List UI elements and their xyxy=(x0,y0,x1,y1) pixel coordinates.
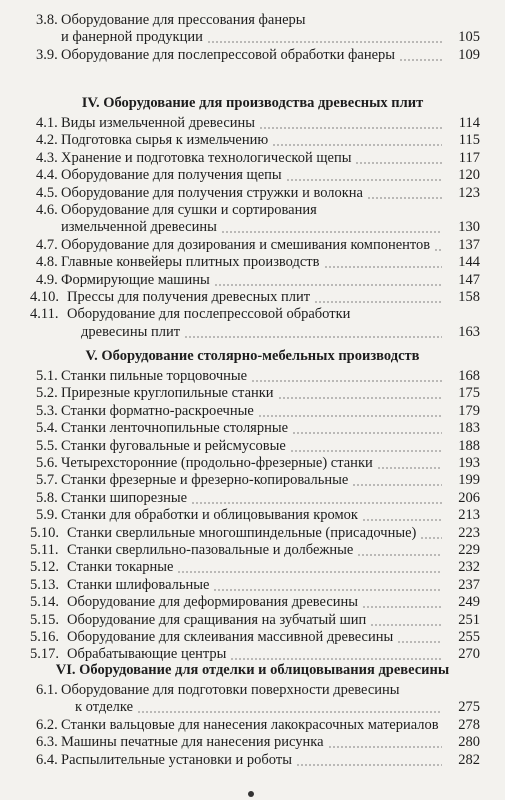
entry-title: Хранение и подготовка технологической щепы xyxy=(61,149,352,166)
leader-dots xyxy=(286,179,442,181)
page-number: 199 xyxy=(458,472,480,489)
entry-number: 5.15. xyxy=(30,611,59,628)
leader-dots xyxy=(191,502,442,504)
entry-title: Прирезные круглопильные станки xyxy=(61,385,274,402)
entry-number: 6.2. xyxy=(36,716,58,733)
entry-title: Станки вальцовые для нанесения лакокрасочных материалов xyxy=(61,716,439,733)
entry-title: Распылительные установки и роботы xyxy=(61,751,292,768)
toc-entry[interactable] xyxy=(0,438,505,455)
page-number: 117 xyxy=(458,149,480,166)
entry-number: 5.6. xyxy=(36,455,58,471)
entry-title: Машины печатные для нанесения рисунка xyxy=(61,734,324,751)
entry-number: 5.2. xyxy=(36,385,58,402)
leader-dots xyxy=(213,589,442,591)
entry-title: и фанерной продукции xyxy=(61,29,203,46)
leader-dots xyxy=(296,764,442,766)
toc-entry[interactable] xyxy=(0,254,505,271)
entry-number: 4.7. xyxy=(36,236,58,253)
entry-title: Оборудование для подготовки поверхности древесины xyxy=(61,682,400,698)
leader-dots xyxy=(259,127,442,129)
leader-dots xyxy=(290,450,442,452)
entry-number: 6.4. xyxy=(36,751,58,768)
page-number: 229 xyxy=(458,542,480,558)
entry-number: 5.7. xyxy=(36,472,58,489)
entry-title: Формирующие машины xyxy=(61,271,210,288)
entry-title: Станки сверлильно-пазовальные и долбежные xyxy=(67,542,354,558)
leader-dots xyxy=(328,746,442,748)
toc-entry[interactable] xyxy=(0,237,505,254)
entry-number: 4.5. xyxy=(36,184,58,201)
page-number: 123 xyxy=(458,184,480,201)
entry-title: Оборудование для деформирования древесины xyxy=(67,594,359,611)
entry-number: 5.10. xyxy=(30,524,59,541)
entry-title: Оборудование для послепрессовой обработки фанеры xyxy=(61,46,396,63)
leader-dots xyxy=(230,658,442,660)
page-number: 183 xyxy=(458,420,480,437)
entry-title: Виды измельченной древесины xyxy=(61,115,256,131)
entry-title: измельченной древесины xyxy=(61,219,217,236)
entry-title: Станки фуговальные и рейсмусовые xyxy=(61,437,286,454)
toc-entry[interactable] xyxy=(0,490,505,507)
toc-entry-continuation[interactable] xyxy=(0,29,505,46)
toc-entry[interactable] xyxy=(0,542,505,559)
page-number: 105 xyxy=(458,29,480,46)
leader-dots xyxy=(397,641,442,643)
toc-entry[interactable] xyxy=(0,472,505,489)
leader-dots xyxy=(272,144,442,146)
entry-title: Главные конвейеры плитных производств xyxy=(61,254,320,271)
entry-number: 4.2. xyxy=(36,132,58,149)
toc-entry[interactable] xyxy=(0,646,505,663)
leader-dots xyxy=(362,606,442,608)
toc-entry[interactable] xyxy=(0,612,505,629)
page-number-mark xyxy=(248,791,254,797)
toc-entry[interactable] xyxy=(0,455,505,472)
toc-entry[interactable] xyxy=(0,385,505,402)
toc-entry[interactable] xyxy=(0,629,505,646)
page-number: 120 xyxy=(458,167,480,184)
leader-dots xyxy=(184,336,442,338)
leader-dots xyxy=(352,484,442,486)
entry-number: 5.3. xyxy=(36,402,58,419)
toc-entry[interactable] xyxy=(0,12,505,29)
page-number: 175 xyxy=(458,385,480,402)
toc-entry[interactable] xyxy=(0,272,505,289)
leader-dots xyxy=(420,537,442,539)
toc-entry[interactable] xyxy=(0,682,505,699)
entry-number: 5.4. xyxy=(36,420,58,437)
toc-entry[interactable] xyxy=(0,559,505,576)
entry-title: Станки ленточнопильные столярные xyxy=(61,420,289,437)
entry-number: 5.11. xyxy=(30,542,59,558)
page-number: 213 xyxy=(458,507,480,524)
page-number: 270 xyxy=(458,646,480,663)
leader-dots xyxy=(214,284,442,286)
leader-dots xyxy=(377,467,442,469)
toc-entry-continuation[interactable] xyxy=(0,699,505,716)
page-number: 188 xyxy=(458,437,480,454)
leader-dots xyxy=(355,162,442,164)
entry-number: 6.1. xyxy=(36,682,58,698)
toc-entry[interactable] xyxy=(0,150,505,167)
entry-title: Оборудование для получения стружки и волокна xyxy=(61,184,363,201)
toc-entry[interactable] xyxy=(0,289,505,306)
toc-entry[interactable] xyxy=(0,403,505,420)
page-number: 255 xyxy=(458,629,480,645)
section-title: VI. Оборудование для отделки и облицовывания древесины xyxy=(55,662,450,678)
entry-title: Подготовка сырья к измельчению xyxy=(61,132,269,149)
entry-title: Прессы для получения древесных плит xyxy=(67,289,311,305)
page-number: 282 xyxy=(458,751,480,768)
entry-title: Станки сверлильные многошпиндельные (присадочные) xyxy=(67,524,417,541)
entry-number: 5.14. xyxy=(30,594,59,611)
entry-title: Оборудование для прессования фанеры xyxy=(61,12,306,28)
page-number: 237 xyxy=(458,576,480,593)
entry-number: 3.9. xyxy=(36,46,58,63)
leader-dots xyxy=(314,301,442,303)
leader-dots xyxy=(251,380,442,382)
toc-entry[interactable] xyxy=(0,115,505,132)
page-number: 144 xyxy=(458,254,480,271)
page-number: 280 xyxy=(458,734,480,751)
entry-title: Станки пильные торцовочные xyxy=(61,368,248,384)
leader-dots xyxy=(434,249,442,251)
page-number: 130 xyxy=(458,219,480,236)
page-number: 206 xyxy=(458,489,480,506)
toc-entry-continuation[interactable] xyxy=(0,324,505,341)
toc-entry[interactable] xyxy=(0,734,505,751)
page-number: 137 xyxy=(458,236,480,253)
leader-dots xyxy=(221,231,442,233)
entry-title: Оборудование для склеивания массивной древесины xyxy=(67,629,394,645)
page-number: 193 xyxy=(458,455,480,471)
entry-title: Станки шипорезные xyxy=(61,489,188,506)
section-title: IV. Оборудование для производства древесных плит xyxy=(81,95,424,111)
entry-title: Станки для обработки и облицовывания кромок xyxy=(61,507,358,524)
page-number: 147 xyxy=(458,271,480,288)
entry-title: Четырехсторонние (продольно-фрезерные) станки xyxy=(61,455,373,471)
section-title: V. Оборудование столярно-мебельных производств xyxy=(85,348,420,364)
toc-entry[interactable] xyxy=(0,306,505,323)
leader-dots xyxy=(324,266,443,268)
entry-number: 4.1. xyxy=(36,115,58,131)
page-number: 168 xyxy=(458,368,480,384)
entry-number: 4.3. xyxy=(36,149,58,166)
entry-title: Оборудование для дозирования и смешивания компонентов xyxy=(61,236,431,253)
entry-number: 4.11. xyxy=(30,306,59,323)
leader-dots xyxy=(399,59,442,61)
entry-title: Оборудование для послепрессовой обработки xyxy=(67,306,351,323)
leader-dots xyxy=(357,554,442,556)
leader-dots xyxy=(278,397,442,399)
entry-title: Оборудование для сушки и сортирования xyxy=(61,202,317,218)
entry-number: 5.5. xyxy=(36,437,58,454)
page-number: 163 xyxy=(458,323,480,340)
page-number: 232 xyxy=(458,559,480,576)
page-number: 275 xyxy=(458,699,480,716)
entry-number: 5.13. xyxy=(30,576,59,593)
entry-number: 4.10. xyxy=(30,289,59,305)
entry-number: 4.8. xyxy=(36,254,58,271)
leader-dots xyxy=(292,432,442,434)
leader-dots xyxy=(367,197,442,199)
toc-entry[interactable] xyxy=(0,717,505,734)
page-number: 158 xyxy=(458,289,480,305)
entry-number: 5.8. xyxy=(36,489,58,506)
entry-title: Оборудование для сращивания на зубчатый шип xyxy=(67,611,367,628)
entry-title: Станки фрезерные и фрезерно-копировальные xyxy=(61,472,349,489)
entry-title: Обрабатывающие центры xyxy=(67,646,227,663)
toc-entry[interactable] xyxy=(0,577,505,594)
leader-dots xyxy=(370,624,442,626)
entry-title: Оборудование для получения щепы xyxy=(61,167,282,184)
toc-entry[interactable] xyxy=(0,594,505,611)
entry-title: Станки шлифовальные xyxy=(67,576,210,593)
page-number: 109 xyxy=(458,46,480,63)
leader-dots xyxy=(177,571,442,573)
page-number: 179 xyxy=(458,402,480,419)
toc-entry[interactable] xyxy=(0,167,505,184)
leader-dots xyxy=(137,711,442,713)
entry-number: 5.17. xyxy=(30,646,59,663)
entry-number: 5.16. xyxy=(30,629,59,645)
entry-title: Станки форматно-раскроечные xyxy=(61,402,254,419)
entry-number: 3.8. xyxy=(36,12,58,28)
toc-entry[interactable] xyxy=(0,132,505,149)
entry-number: 5.9. xyxy=(36,507,58,524)
entry-title: Станки токарные xyxy=(67,559,174,576)
entry-number: 5.12. xyxy=(30,559,59,576)
toc-entry[interactable] xyxy=(0,202,505,219)
toc-entry[interactable] xyxy=(0,420,505,437)
page-number: 251 xyxy=(458,611,480,628)
toc-entry[interactable] xyxy=(0,525,505,542)
toc-entry[interactable] xyxy=(0,507,505,524)
entry-title: к отделке xyxy=(75,699,134,716)
page-number: 114 xyxy=(458,115,480,131)
toc-entry[interactable] xyxy=(0,752,505,769)
leader-dots xyxy=(258,415,442,417)
page-number: 278 xyxy=(458,716,480,733)
entry-title: древесины плит xyxy=(81,323,181,340)
entry-number: 4.4. xyxy=(36,167,58,184)
entry-number: 4.9. xyxy=(36,271,58,288)
page-number: 223 xyxy=(458,524,480,541)
toc-entry[interactable] xyxy=(0,368,505,385)
page-number: 115 xyxy=(458,132,480,149)
leader-dots xyxy=(207,41,442,43)
toc-entry[interactable] xyxy=(0,47,505,64)
page-number: 249 xyxy=(458,594,480,611)
entry-number: 5.1. xyxy=(36,368,58,384)
entry-number: 6.3. xyxy=(36,734,58,751)
toc-entry-continuation[interactable] xyxy=(0,219,505,236)
entry-number: 4.6. xyxy=(36,202,58,218)
leader-dots xyxy=(362,519,442,521)
toc-entry[interactable] xyxy=(0,185,505,202)
